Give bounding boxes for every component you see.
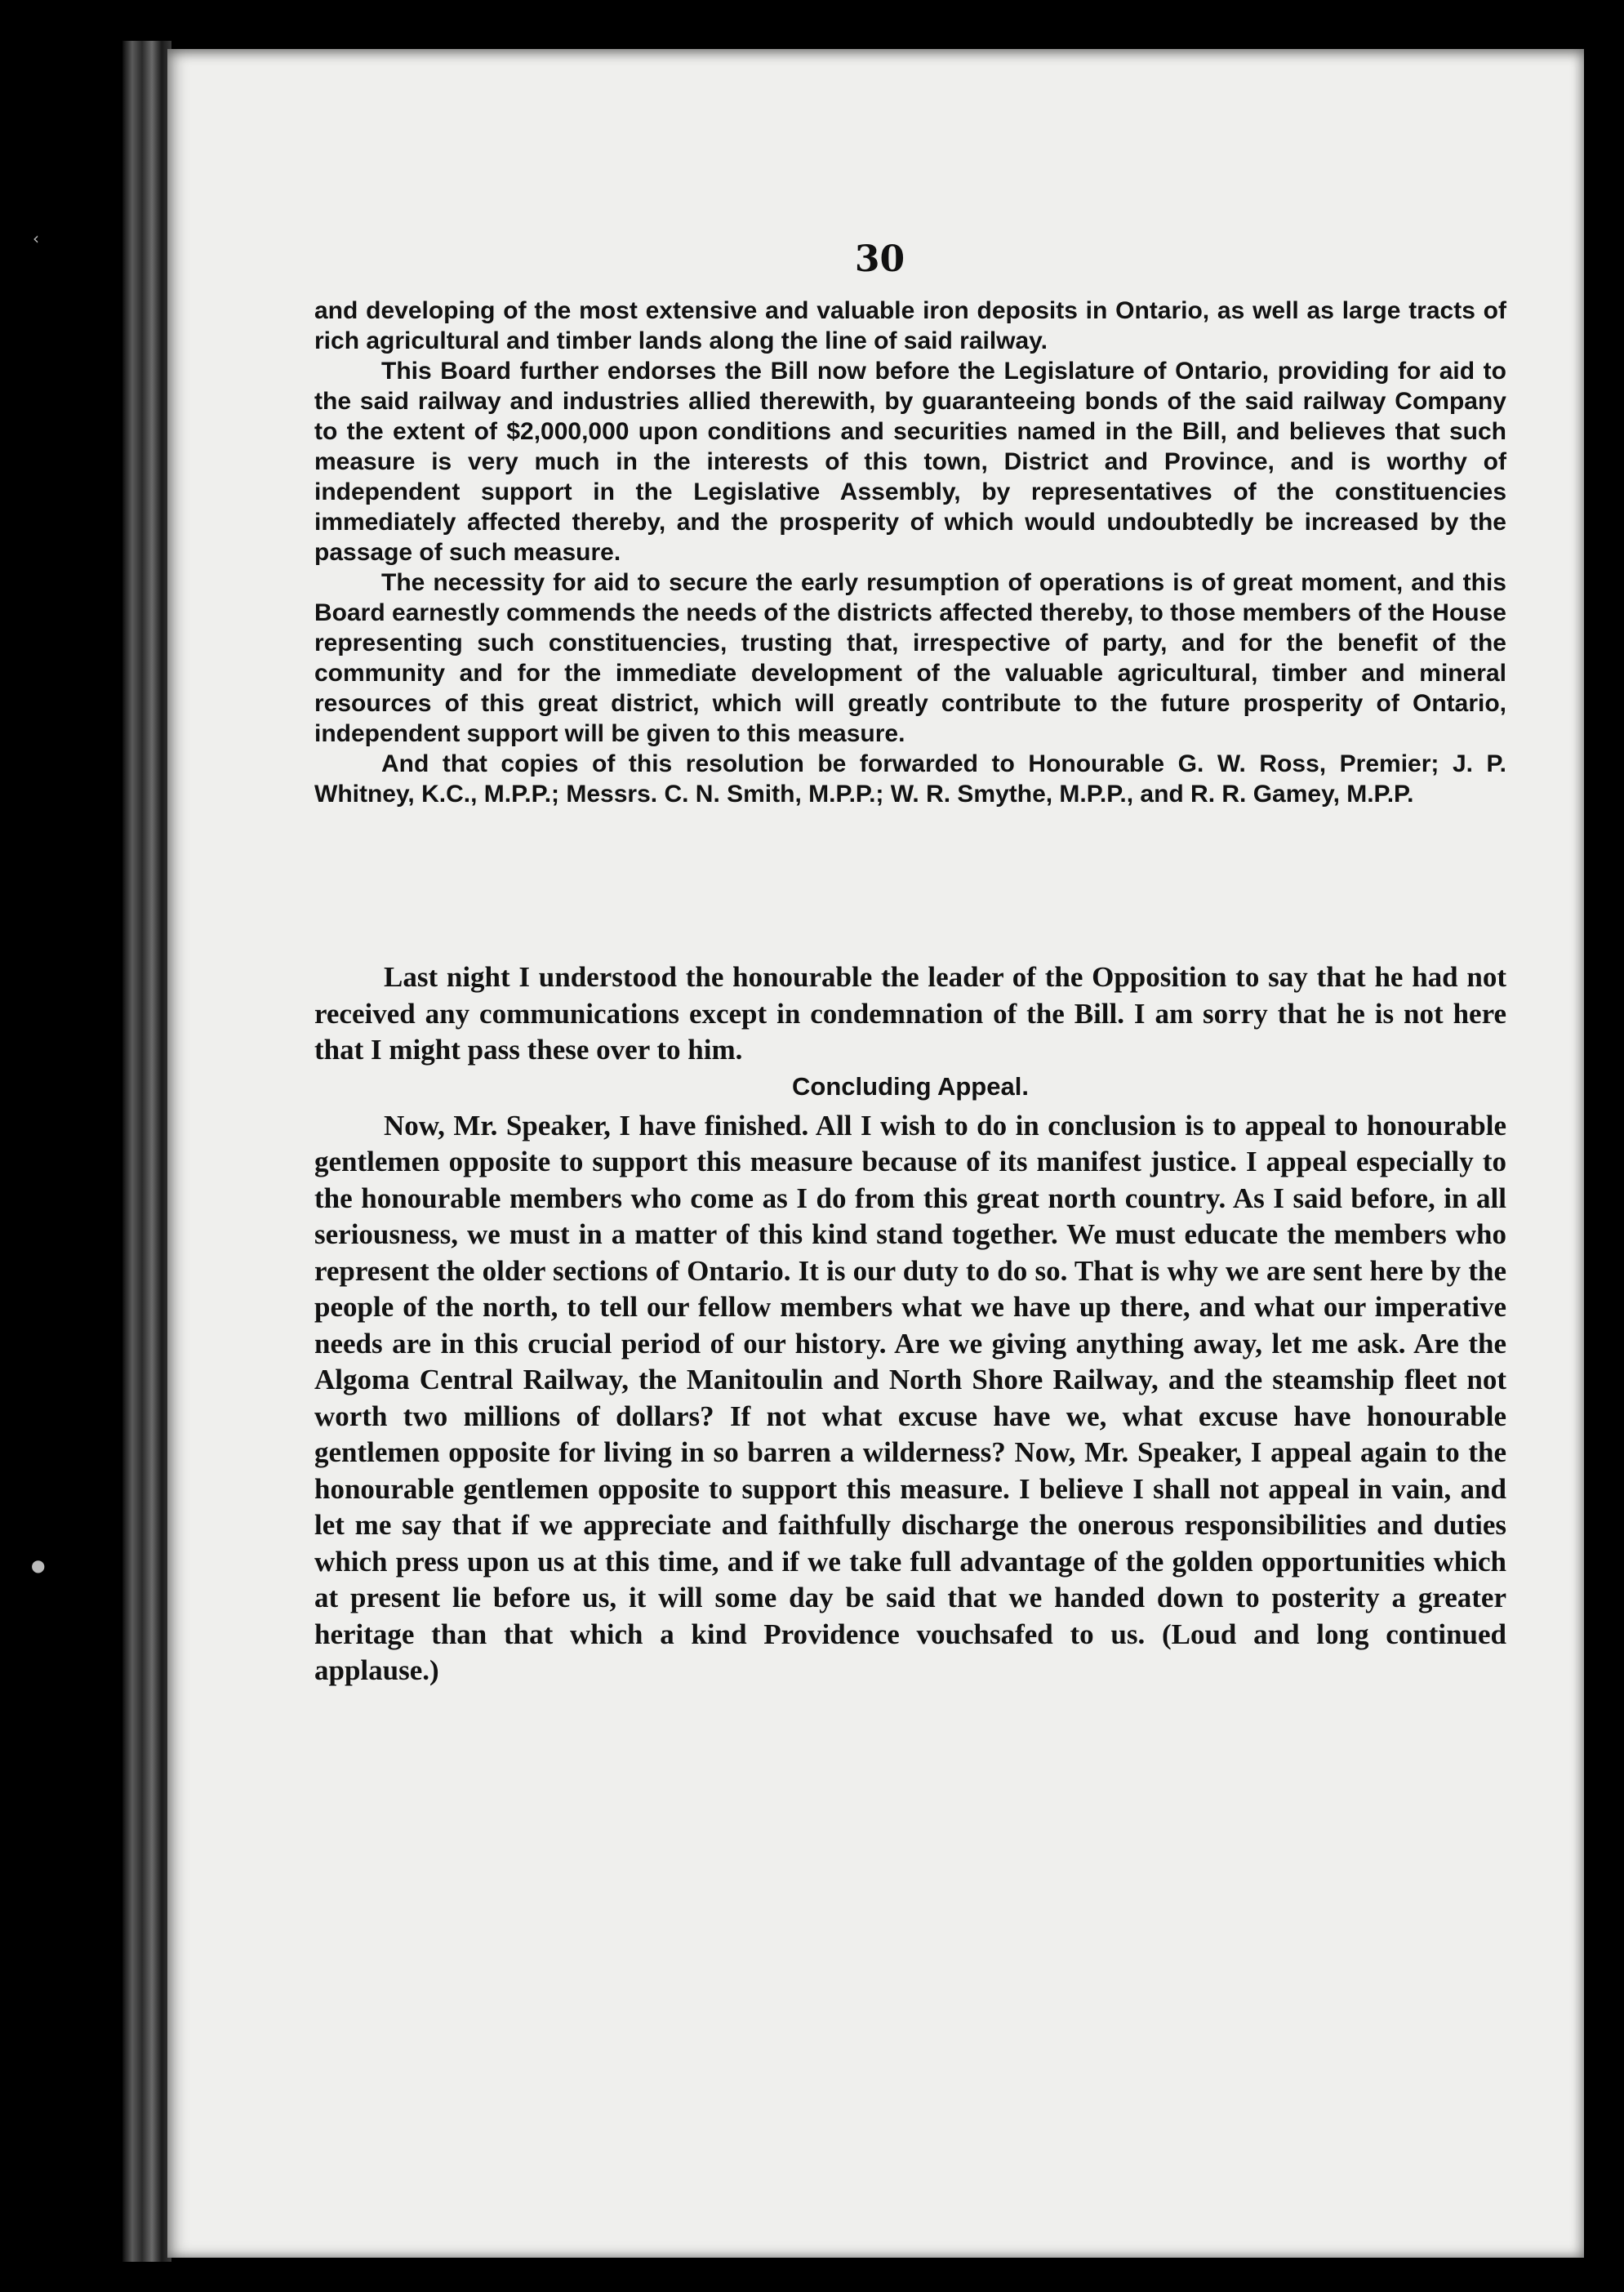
page-number: 30	[854, 238, 905, 280]
resolution-paragraph: The necessity for aid to secure the early resumption of operations is of great moment, and this Board earnestly commends the needs of the districts affected thereby, to those members of the House representing such constituencies, trusting that, irrespective of party, and for the benefit of the community and for the immediate development of the valuable agricultural, timber and mineral resources of this great district, which will greatly contribute to the future prosperity of Ontario, independent support will be given to this measure.	[314, 569, 1506, 747]
speech-paragraph-appeal: Now, Mr. Speaker, I have finished. All I wish to do in conclusion is to appeal to honourable gentlemen opposite to support this measure because of its manifest justice. I appeal especially to the honourable members who come as I do from this great north country. As I said before, in all seriousness, we must in a matter of this kind stand together. We must educate the members who represent the older sections of Ontario. It is our duty to do so. That is why we are sent here by the people of the north, to tell our fellow members what we have up there, and what our imperative needs are in this crucial period of our history. Are we giving anything away, let me ask. Are the Algoma Central Railway, the Manitoulin and North Shore Railway, and the steamship fleet not worth two millions of dollars? If not what excuse have we, what excuse have honourable gentlemen opposite for living in so barren a wilderness? Now, Mr. Speaker, I appeal again to the honourable gentlemen opposite to support this measure. I believe I shall not appeal in vain, and let me say that if we appreciate and faithfully discharge the onerous responsibilities and duties which press upon us at this time, and if we take full advantage of the golden opportunities which at present lie before us, it will some day be said that we handed down to posterity a greater heritage than that which a kind Providence vouchsafed to us. (Loud and long continued applause.)	[314, 1109, 1506, 1686]
book-page-edges	[122, 41, 171, 2262]
document-page	[167, 49, 1584, 2258]
resolution-paragraph: This Board further endorses the Bill now before the Legislature of Ontario, providing for aid to the said railway and industries allied therewith, by guaranteeing bonds of the said railway Company to the extent of $2,000,000 upon conditions and securities named in the Bill, and believes that such measure is very much in the interests of this town, District and Province, and is worthy of independent support in the Legislative Assembly, by representatives of the constituencies immediately affected thereby, and the prosperity of which would undoubtedly be increased by the passage of such measure.	[314, 358, 1506, 566]
resolution-paragraph: And that copies of this resolution be forwarded to Honourable G. W. Ross, Premier; J. P. Whitney, K.C., M.P.P.; Messrs. C. N. Smith, M.P.P.; W. R. Smythe, M.P.P., and R. R. Gamey, M.P.P.	[314, 750, 1506, 808]
resolution-text	[314, 296, 1506, 809]
section-heading: Concluding Appeal.	[792, 1071, 1029, 1101]
speech-paragraph-opposition: Last night I understood the honourable the leader of the Opposition to say that he had not received any communications except in condemnation of the Bill. I am sorry that he is not here that I might pass these over to him.	[314, 961, 1506, 1066]
scan-speck: ‹	[33, 229, 39, 248]
speech-text	[314, 959, 1506, 1689]
scan-speck: ●	[31, 1555, 46, 1575]
resolution-paragraph: and developing of the most extensive and valuable iron deposits in Ontario, as well as large tracts of rich agricultural and timber lands along the line of said railway.	[314, 297, 1506, 354]
